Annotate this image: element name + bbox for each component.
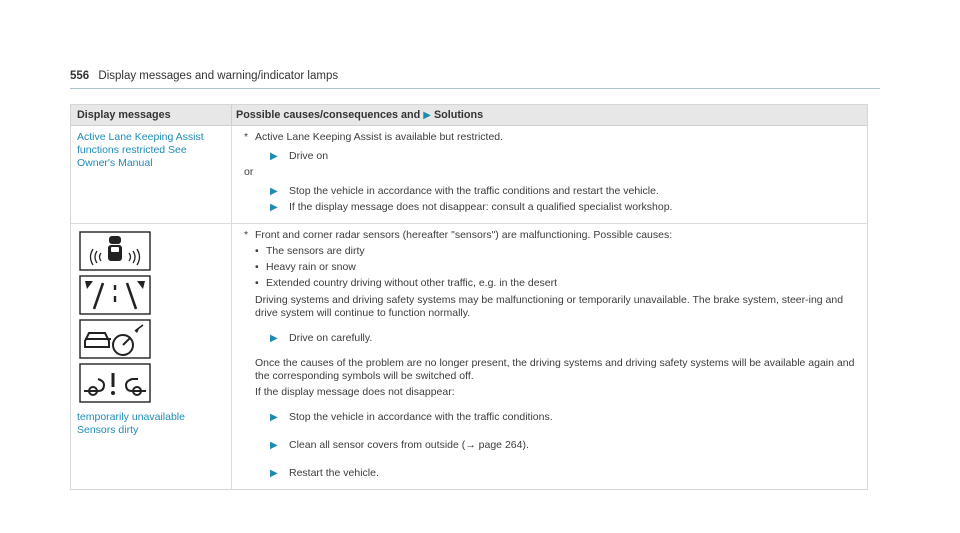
- star-symbol: *: [244, 229, 249, 241]
- solution-step: ▶ If the display message does not disappear: consult a qualified specialist workshop.: [270, 201, 673, 213]
- step-arrow-icon: ▶: [270, 440, 278, 451]
- list-item: • The sensors are dirty: [255, 245, 365, 257]
- page-header: [70, 70, 880, 82]
- cause-text: * Active Lane Keeping Assist is available but restricted.: [244, 131, 504, 143]
- solution-step: ▶ Stop the vehicle in accordance with the traffic conditions.: [270, 411, 553, 423]
- solution-step: ▶ Drive on: [270, 150, 329, 162]
- header-divider: [70, 88, 880, 89]
- solution-step: ▶ Clean all sensor covers from outside (→ page 264).: [270, 439, 529, 451]
- step-arrow-icon: ▶: [270, 202, 278, 213]
- page-title: Display messages and warning/indicator lamps: [98, 70, 339, 82]
- page-number: 556: [70, 70, 90, 82]
- cause-cell: [231, 224, 867, 489]
- step-arrow-icon: ▶: [270, 333, 278, 344]
- display-message-text: Active Lane Keeping Assist functions restricted See Owner's Manual: [77, 131, 204, 169]
- step-arrow-icon: ▶: [270, 468, 278, 479]
- table-row: [71, 126, 867, 224]
- display-message-text: Sensors dirty: [77, 424, 139, 436]
- or-text: or: [244, 166, 254, 178]
- info-paragraph: Driving systems and driving safety systems may be malfunctioning or temporarily unavailable. The brake system, steer-ing and drive system will continue to function normally.: [255, 294, 844, 319]
- bullet-icon: •: [255, 261, 259, 273]
- info-paragraph: If the display message does not disappear:: [255, 386, 455, 398]
- step-arrow-icon: ▶: [270, 186, 278, 197]
- solutions-arrow-icon: ▶: [423, 109, 431, 121]
- cause-cell: [231, 126, 867, 223]
- column-header-causes: [231, 105, 867, 125]
- message-cell: [71, 224, 231, 489]
- solutions-label: Solutions: [433, 108, 484, 121]
- step-arrow-icon: ▶: [270, 412, 278, 423]
- info-paragraph: Once the causes of the problem are no longer present, the driving systems and driving safety systems will be available again and the corresponding symbols will be switched off.: [255, 357, 855, 382]
- table-row: [71, 224, 867, 489]
- list-item: • Extended country driving without other traffic, e.g. in the desert: [255, 277, 558, 289]
- solution-step: ▶ Drive on carefully.: [270, 332, 373, 344]
- bullet-icon: •: [255, 245, 259, 257]
- cause-text: * Front and corner radar sensors (hereafter "sensors") are malfunctioning. Possible causes:: [244, 229, 673, 241]
- star-symbol: *: [244, 131, 249, 143]
- solution-step: ▶ Stop the vehicle in accordance with the traffic conditions and restart the vehicle.: [270, 185, 659, 197]
- table-header: [71, 105, 867, 126]
- radar-sensor-car-icon: [77, 229, 231, 273]
- bullet-icon: •: [255, 277, 259, 289]
- lane-markings-icon: [77, 273, 231, 317]
- solution-step: ▶ Restart the vehicle.: [270, 467, 379, 479]
- display-messages-table: [70, 104, 868, 490]
- column-header-messages: Display messages: [77, 108, 171, 121]
- list-item: • Heavy rain or snow: [255, 261, 356, 273]
- page-reference-link[interactable]: → page 264: [465, 439, 523, 451]
- collision-warning-icon: [77, 361, 231, 405]
- display-message-text: temporarily unavailable: [77, 411, 185, 423]
- causes-label: Possible causes/consequences and: [236, 108, 421, 121]
- message-cell: [71, 126, 231, 223]
- step-arrow-icon: ▶: [270, 151, 278, 162]
- distance-assist-speedometer-icon: [77, 317, 231, 361]
